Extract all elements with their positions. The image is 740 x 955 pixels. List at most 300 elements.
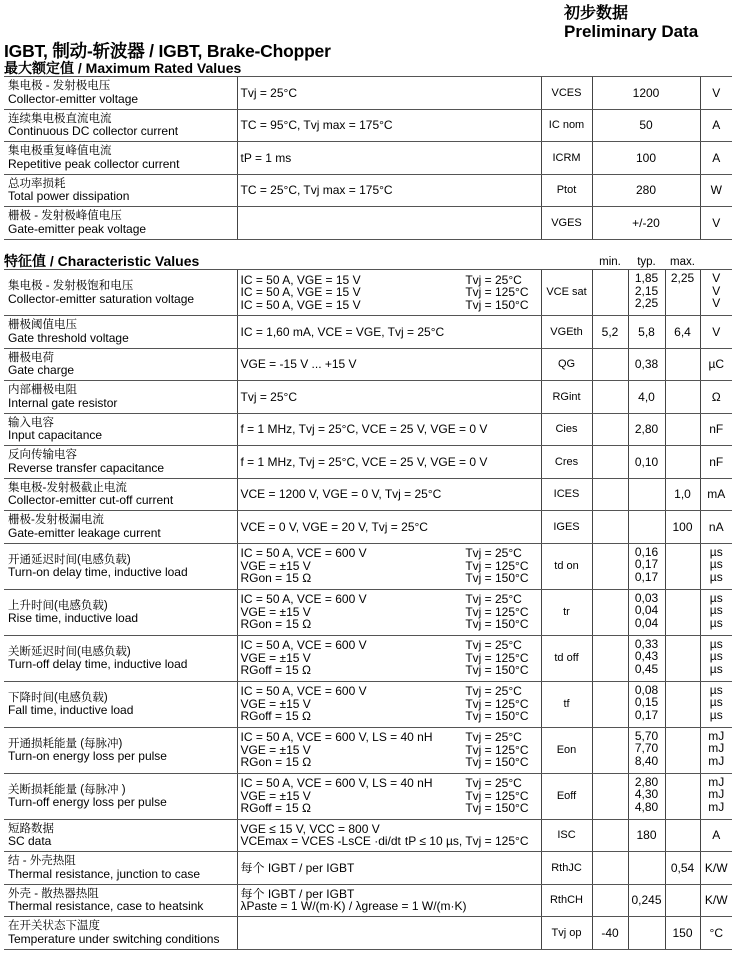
unit-cell: A (700, 109, 732, 142)
typ-cell-value: 0,08 (634, 682, 659, 697)
unit-cell-value: µs (709, 682, 723, 697)
unit-cell-values (701, 684, 733, 722)
condition-line: VGE = ±15 V (240, 696, 311, 711)
min-cell (592, 478, 628, 511)
parameter-cell (4, 348, 237, 381)
typ-cell-value: 2,80 (634, 774, 659, 789)
typ-cell-value: 1,85 (634, 271, 659, 285)
parameter-cell (4, 446, 237, 479)
unit-cell (700, 478, 732, 511)
condition-line: VCE = 1200 V, VGE = 0 V, Tvj = 25°C (240, 487, 442, 501)
temperature-line: Tvj = 25°C (465, 730, 522, 745)
typ-cell-value: 2,15 (634, 283, 659, 298)
unit-cell: A (700, 142, 732, 175)
typ-cell-value: 0,10 (634, 454, 659, 469)
characteristic-row (4, 511, 732, 544)
typ-cell-value: 0,38 (634, 357, 659, 371)
unit-cell-value: mJ (708, 774, 725, 789)
condition-left (241, 593, 367, 631)
max-cell (665, 543, 700, 589)
condition-line: IC = 50 A, VCE = 600 V (240, 684, 367, 699)
condition-layout (241, 777, 541, 815)
parameter-name-cn: 栅极阈值电压 (8, 319, 77, 332)
condition-left (241, 547, 367, 585)
unit-cell-values (701, 730, 733, 768)
condition-cell (237, 381, 541, 414)
unit-cell-value: K/W (704, 893, 728, 907)
temperature-line: Tvj = 25°C (465, 684, 522, 699)
condition-layout (241, 391, 541, 404)
parameter-cell (4, 635, 237, 681)
condition-line: VGE = -15 V ... +15 V (240, 357, 357, 371)
characteristic-row (4, 727, 732, 773)
typ-cell-values (629, 391, 665, 404)
min-cell (592, 413, 628, 446)
parameter-name-cn: 下降时间(电感负载) (8, 691, 108, 704)
parameter-name-cn: 在开关状态下温度 (8, 920, 100, 933)
column-header-row (4, 254, 732, 270)
symbol-cell: Tvj op (541, 917, 592, 950)
parameter-name-en: Gate charge (8, 363, 75, 378)
typ-cell-value: 0,33 (634, 636, 659, 651)
characteristic-row (4, 348, 732, 381)
symbol-cell: QG (541, 348, 592, 381)
unit-cell (700, 446, 732, 479)
unit-cell (700, 381, 732, 414)
parameter-cell (4, 207, 237, 240)
parameter-name-en: Total power dissipation (8, 189, 130, 204)
typ-cell-value: 8,40 (634, 753, 659, 768)
unit-cell-values (701, 423, 733, 436)
parameter-name-cn: 上升时间(电感负载) (8, 599, 108, 612)
unit-cell-value: nF (709, 422, 724, 436)
unit-cell (700, 316, 732, 349)
unit-cell-value: µs (709, 544, 723, 559)
unit-cell-value: V (712, 271, 721, 285)
condition-right (465, 593, 540, 631)
condition-right (465, 639, 540, 677)
condition-line: IC = 50 A, VCE = 600 V, LS = 40 nH (240, 776, 433, 791)
typ-cell-value: 7,70 (634, 741, 659, 755)
unit-cell (700, 727, 732, 773)
min-cell (592, 381, 628, 414)
min-cell (592, 348, 628, 381)
unit-cell (700, 511, 732, 544)
condition-layout (241, 731, 541, 769)
condition-right (465, 731, 540, 769)
unit-cell-value: µs (709, 557, 723, 571)
typ-cell (628, 270, 665, 316)
condition-left (241, 423, 488, 436)
unit-cell-values (701, 638, 733, 676)
unit-cell-value: mJ (708, 753, 725, 768)
max-cell (665, 348, 700, 381)
parameter-cell (4, 819, 237, 852)
unit-cell-values (701, 776, 733, 814)
condition-line: RGon = 15 Ω (240, 617, 312, 632)
condition-layout (241, 326, 541, 339)
condition-layout (241, 685, 541, 723)
max-cell (665, 589, 700, 635)
parameter-name-en: Thermal resistance, junction to case (8, 866, 201, 881)
unit-cell-value: µC (708, 357, 725, 371)
condition-layout (241, 547, 541, 585)
condition-cell (237, 478, 541, 511)
parameter-name-en: Reverse transfer capacitance (8, 460, 165, 475)
min-cell (592, 543, 628, 589)
condition-cell (237, 773, 541, 819)
typ-cell-value: 0,45 (634, 661, 659, 676)
temperature-line: Tvj = 25°C (465, 638, 522, 653)
symbol-cell: Ptot (541, 174, 592, 207)
condition-cell (237, 348, 541, 381)
parameter-name-cn: 输入电容 (8, 416, 54, 429)
unit-cell-value: µs (709, 649, 723, 663)
unit-cell (700, 270, 732, 316)
temperature-line: Tvj = 150°C (465, 617, 529, 632)
unit-cell-value: µs (709, 707, 723, 722)
parameter-cell (4, 681, 237, 727)
typ-cell-value: 2,25 (634, 296, 659, 310)
condition-line: RGoff = 15 Ω (240, 663, 311, 678)
min-cell (592, 773, 628, 819)
typ-cell-value: 0,15 (634, 695, 659, 709)
condition-cell (237, 819, 541, 852)
typ-cell-value: 0,43 (634, 649, 659, 663)
max-cell (665, 819, 700, 852)
unit-cell-value: mA (707, 487, 726, 501)
min-cell-values (593, 927, 628, 940)
condition-line: f = 1 MHz, Tvj = 25°C, VCE = 25 V, VGE = 0 V (240, 422, 488, 436)
parameter-name-en: Collector-emitter voltage (8, 91, 139, 106)
condition-left (241, 488, 442, 501)
max-cell (665, 884, 700, 917)
min-cell (592, 917, 628, 950)
parameter-name-cn: 短路数据 (8, 822, 54, 835)
temperature-line: Tvj = 25°C (465, 546, 522, 561)
parameter-cell (4, 381, 237, 414)
unit-cell-value: mJ (708, 787, 725, 801)
temperature-line: Tvj = 150°C (465, 801, 529, 816)
page-title: IGBT, 制动-斩波器 / IGBT, Brake-Chopper (4, 41, 331, 61)
parameter-name-en: Collector-emitter cut-off current (8, 493, 174, 508)
max-rated-row (4, 142, 732, 175)
characteristic-row (4, 819, 732, 852)
unit-cell-values (701, 521, 733, 534)
typ-cell (628, 316, 665, 349)
parameter-name-cn: 结 - 外壳热阻 (8, 855, 76, 868)
unit-cell-values (701, 546, 733, 584)
parameter-name-en: Turn-on energy loss per pulse (8, 749, 167, 763)
condition-line: VGE = ±15 V (240, 604, 311, 619)
temperature-line: Tvj = 125°C (465, 650, 529, 665)
parameter-name-cn: 集电极 - 发射极饱和电压 (8, 280, 134, 292)
condition-layout (241, 593, 541, 631)
parameter-cell (4, 589, 237, 635)
typ-cell-values (629, 592, 665, 630)
min-cell (592, 316, 628, 349)
symbol-cell: ICES (541, 478, 592, 511)
symbol-cell: RthCH (541, 884, 592, 917)
condition-line: RGoff = 15 Ω (240, 709, 311, 724)
min-cell (592, 852, 628, 885)
typ-cell-value: 5,70 (634, 728, 659, 743)
condition-line: VGE ≤ 15 V, VCC = 800 V (240, 821, 380, 836)
typ-cell (628, 773, 665, 819)
typ-cell (628, 635, 665, 681)
characteristic-row (4, 589, 732, 635)
parameter-cell (4, 270, 237, 316)
unit-cell-values (701, 927, 733, 940)
typ-cell-values (629, 730, 665, 768)
max-rated-row (4, 77, 732, 110)
unit-cell (700, 773, 732, 819)
max-rated-heading: 最大额定值 / Maximum Rated Values (4, 60, 242, 76)
max-cell (665, 270, 700, 316)
parameter-cell (4, 316, 237, 349)
condition-cell: tP = 1 ms (237, 142, 541, 175)
min-cell (592, 446, 628, 479)
parameter-name-cn: 栅极电荷 (8, 351, 54, 364)
condition-cell (237, 589, 541, 635)
condition-line: VCEmax = VCES -LsCE ·di/dt (240, 834, 401, 849)
condition-line: IC = 50 A, VGE = 15 V (240, 297, 361, 312)
parameter-name-en: SC data (8, 834, 52, 849)
value-cell: 1200 (592, 77, 700, 110)
unit-cell-value: nA (708, 519, 724, 534)
symbol-cell: tf (541, 681, 592, 727)
temperature-line: Tvj = 150°C (465, 297, 529, 312)
condition-line: IC = 50 A, VCE = 600 V (240, 546, 367, 561)
max-cell (665, 917, 700, 950)
parameter-name-en: Turn-off energy loss per pulse (8, 795, 167, 809)
unit-cell (700, 819, 732, 852)
unit-cell-values (701, 272, 733, 310)
parameter-cell (4, 174, 237, 207)
parameter-name-en: Turn-on delay time, inductive load (8, 565, 188, 579)
condition-left (241, 685, 367, 723)
typ-cell-value: 0,04 (634, 615, 659, 630)
typ-cell-values (629, 358, 665, 371)
unit-cell (700, 917, 732, 950)
preliminary-data-label (564, 5, 698, 41)
characteristic-row (4, 681, 732, 727)
typ-cell (628, 511, 665, 544)
max-cell-value: 6,4 (674, 324, 691, 339)
characteristic-row (4, 773, 732, 819)
condition-line: IC = 50 A, VCE = 600 V, LS = 40 nH (240, 730, 433, 745)
condition-cell (237, 543, 541, 589)
typ-cell-value: 0,17 (634, 707, 659, 722)
unit-cell-values (701, 391, 733, 404)
parameter-name-cn: 集电极 - 发射极电压 (8, 80, 111, 93)
unit-cell-value: mJ (708, 741, 725, 755)
condition-right (405, 835, 541, 848)
col-min-header: min. (599, 255, 621, 268)
unit-cell-value: Ω (711, 389, 721, 404)
parameter-name-en: Collector-emitter saturation voltage (8, 291, 195, 306)
characteristic-row (4, 852, 732, 885)
unit-cell (700, 348, 732, 381)
characteristic-row (4, 316, 732, 349)
condition-cell (237, 270, 541, 316)
condition-cell (237, 511, 541, 544)
characteristic-row (4, 381, 732, 414)
parameter-cell (4, 852, 237, 885)
unit-cell-value: µs (709, 569, 723, 584)
unit-cell-values (701, 326, 733, 339)
typ-cell (628, 884, 665, 917)
temperature-line: Tvj = 150°C (465, 709, 529, 724)
condition-right (465, 685, 540, 723)
unit-cell: V (700, 207, 732, 240)
temperature-line: Tvj = 150°C (465, 663, 529, 678)
condition-left (241, 888, 467, 913)
unit-cell-values (701, 862, 733, 875)
parameter-name-en: Rise time, inductive load (8, 611, 139, 625)
condition-left (241, 456, 488, 469)
parameter-cell (4, 727, 237, 773)
unit-cell-value: µs (709, 590, 723, 605)
parameter-name-en: Turn-off delay time, inductive load (8, 657, 188, 671)
unit-cell-value: K/W (704, 860, 728, 875)
unit-cell (700, 589, 732, 635)
unit-cell-value: µs (709, 636, 723, 651)
typ-cell-value: 2,80 (634, 422, 659, 436)
max-rated-row (4, 109, 732, 142)
condition-layout (241, 862, 541, 875)
typ-cell-value: 0,17 (634, 569, 659, 584)
max-cell (665, 413, 700, 446)
condition-cell (237, 316, 541, 349)
parameter-name-en: Temperature under switching conditions (8, 931, 220, 946)
max-cell-value: 2,25 (670, 271, 695, 285)
min-cell-value: 5,2 (601, 324, 619, 339)
temperature-line: Tvj = 125°C (465, 604, 529, 619)
min-cell-values (593, 326, 628, 339)
condition-right (465, 547, 540, 585)
unit-cell-value: mJ (708, 728, 725, 743)
typ-cell-value: 4,30 (634, 787, 659, 801)
unit-cell: W (700, 174, 732, 207)
parameter-name-cn: 总功率损耗 (8, 177, 66, 190)
condition-cell: TC = 25°C, Tvj max = 175°C (237, 174, 541, 207)
max-cell (665, 478, 700, 511)
unit-cell-values (701, 592, 733, 630)
parameter-name-cn: 栅极-发射极漏电流 (8, 514, 104, 527)
parameter-name-en: Thermal resistance, case to heatsink (8, 899, 204, 914)
symbol-cell: VCE sat (541, 270, 592, 316)
typ-cell-values (629, 423, 665, 436)
condition-line: VGE = ±15 V (240, 788, 311, 803)
unit-cell-value: µs (709, 615, 723, 630)
condition-left (241, 326, 445, 339)
condition-left (241, 521, 428, 534)
symbol-cell: VGES (541, 207, 592, 240)
characteristic-row (4, 917, 732, 950)
max-cell-values (666, 927, 700, 940)
condition-left (241, 274, 361, 312)
temperature-line: Tvj = 25°C (465, 592, 522, 607)
typ-cell (628, 446, 665, 479)
unit-cell: V (700, 77, 732, 110)
parameter-cell (4, 511, 237, 544)
max-rated-row (4, 174, 732, 207)
parameter-cell (4, 543, 237, 589)
unit-cell-value: V (712, 324, 721, 339)
col-max-header: max. (670, 255, 695, 268)
symbol-cell: td off (541, 635, 592, 681)
condition-line: RGon = 15 Ω (240, 755, 312, 770)
value-cell: +/-20 (592, 207, 700, 240)
temperature-line: Tvj = 125°C (465, 742, 529, 757)
min-cell (592, 681, 628, 727)
temperature-line: Tvj = 150°C (465, 755, 529, 770)
max-cell (665, 681, 700, 727)
characteristic-row (4, 413, 732, 446)
unit-cell-value: mJ (708, 799, 725, 814)
condition-line: VGE = ±15 V (240, 742, 311, 757)
max-cell-values (666, 272, 700, 285)
parameter-name-cn: 外壳 - 散热器热阻 (8, 887, 99, 900)
characteristic-row (4, 270, 732, 316)
condition-left (241, 731, 433, 769)
min-cell (592, 511, 628, 544)
max-cell-value: 100 (672, 519, 693, 534)
parameter-name-en: Continuous DC collector current (8, 124, 179, 139)
parameter-name-cn: 连续集电极直流电流 (8, 112, 112, 125)
parameter-cell (4, 917, 237, 950)
typ-cell (628, 381, 665, 414)
condition-line: IC = 1,60 mA, VCE = VGE, Tvj = 25°C (240, 324, 445, 339)
condition-left (241, 777, 433, 815)
temperature-line: Tvj = 125°C (465, 558, 529, 573)
condition-layout (241, 521, 541, 534)
parameter-name-cn: 栅极 - 发射极峰值电压 (8, 210, 122, 223)
parameter-name-en: Gate-emitter peak voltage (8, 221, 147, 236)
unit-cell-values (701, 829, 733, 842)
symbol-cell: td on (541, 543, 592, 589)
parameter-cell (4, 109, 237, 142)
typ-cell (628, 478, 665, 511)
unit-cell-values (701, 894, 733, 907)
unit-cell (700, 413, 732, 446)
value-cell: 280 (592, 174, 700, 207)
condition-left (241, 358, 357, 371)
temperature-line: Tvj = 25°C (465, 776, 522, 791)
symbol-cell: ICRM (541, 142, 592, 175)
unit-cell-values (701, 488, 733, 501)
typ-cell (628, 917, 665, 950)
max-cell-values (666, 862, 700, 875)
unit-cell-values (701, 358, 733, 371)
min-cell (592, 270, 628, 316)
typ-cell-values (629, 638, 665, 676)
condition-layout (241, 423, 541, 436)
max-rated-row (4, 207, 732, 240)
typ-cell-value: 180 (636, 828, 657, 842)
condition-layout (241, 639, 541, 677)
parameter-cell (4, 142, 237, 175)
condition-left (241, 862, 355, 875)
condition-layout (241, 456, 541, 469)
condition-cell: Tvj = 25°C (237, 77, 541, 110)
typ-cell-value: 5,8 (638, 324, 655, 339)
condition-cell (237, 681, 541, 727)
condition-line: IC = 50 A, VGE = 15 V (240, 272, 361, 287)
typ-cell (628, 727, 665, 773)
condition-cell (237, 413, 541, 446)
